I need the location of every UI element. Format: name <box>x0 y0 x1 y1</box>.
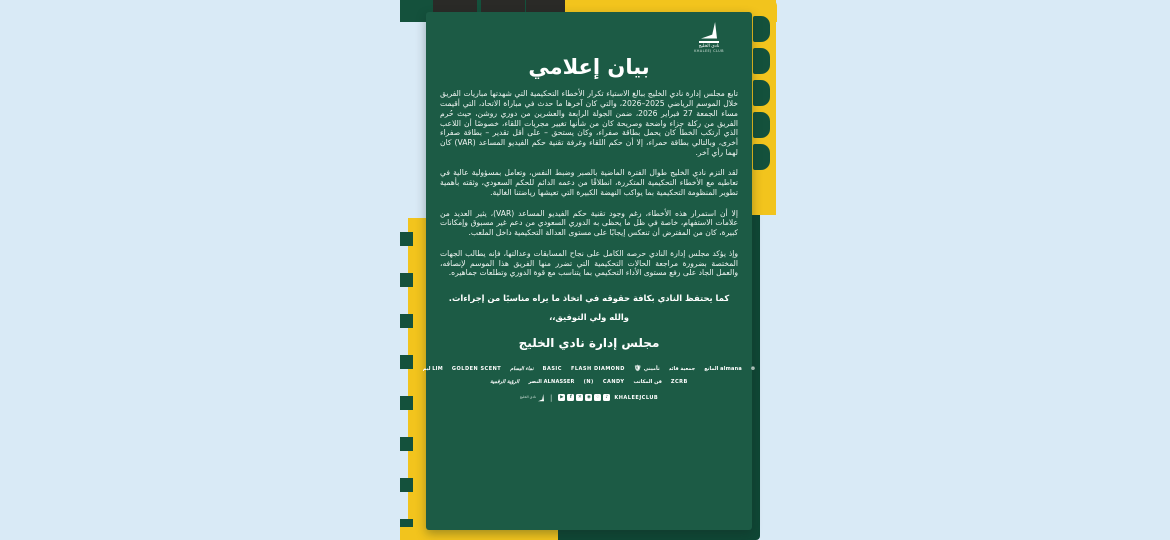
right-yellow-strip <box>751 0 776 215</box>
instagram-icon: ◉ <box>586 395 591 401</box>
signature-line: مجلس إدارة نادي الخليج <box>518 335 660 350</box>
rights-reserved-line: كما يحتفظ النادي بكافة حقوقه في اتخاذ ما يراه مناسبًا من إجراءات. <box>448 292 730 303</box>
rosette-emblem-icon: ❁ <box>750 365 756 372</box>
paragraph-2: لقد التزم نادي الخليج طوال الفترة الماضية بالصبر وضبط النفس، وتعامل بمسؤولية عالية في تعاطيه مع الأخطاء التحكيمية المتكررة، انطلاقًا من دعمه الدائم للحكم السعودي، وثقته بأهمية تطوير المنظومة التحكيمية بما يواكب النهضة الكبيرة التي تعيشها رياضتنا الغالية. <box>440 168 738 197</box>
footer-club-mark <box>520 394 544 402</box>
pattern-square <box>400 355 413 369</box>
sponsor-alnasser-logo: النصر ALNASSER <box>528 378 575 385</box>
social-handle: KHALEEJCLUB <box>614 394 659 401</box>
social-icons-row <box>558 394 610 401</box>
pattern-square <box>400 396 413 410</box>
left-yellow-strip <box>408 218 426 540</box>
sail-base-line <box>699 41 719 43</box>
sponsor-lim-logo: ليم LIM <box>422 365 443 372</box>
club-crest <box>688 22 730 53</box>
sponsors-row-2 <box>490 379 688 385</box>
pattern-bump <box>753 144 770 170</box>
sponsor-flash-diamond-logo: FLASH DIAMOND <box>570 365 625 372</box>
paragraph-1: تابع مجلس إدارة نادي الخليج ببالغ الاستياء تكرار الأخطاء التحكيمية التي شهدتها مباريات الفريق خلال الموسم الرياضي 2025–2026، والتي كان آخرها ما حدث في مباراة الاتحاد، التي أقيمت مساء الجمعة 27 فبراير 2026، ضمن الجولة الرابعة والعشرين من دوري روشن، حيث حُرم الفريق من ركلة جزاء واضحة وصريحة كان من شأنها تغيير مجريات اللقاء، خصوصًا أن اللاعب الذي ارتكب الخطأ كان يحمل بطاقة صفراء، وكان يستحق – على أقل تقدير – بطاقة صفراء أخرى، وبالتالي بطاقة حمراء، إلا أن حكم اللقاء وغرفة تقنية حكم الفيديو المساعد (VAR) كان لهما رأي آخر. <box>440 89 738 157</box>
sponsor-basic-logo: BASIC <box>542 365 562 372</box>
pattern-square <box>400 232 413 246</box>
youtube-icon: ▶ <box>560 395 564 401</box>
sail-icon <box>701 22 717 40</box>
pattern-bump <box>753 48 770 74</box>
paragraph-4: وإذ يؤكد مجلس إدارة النادي حرصه الكامل على نجاح المسابقات وعدالتها، فإنه يطالب الجهات المختصة بضرورة مراجعة الحالات التحكيمية التي تضرر منها الفريق هذا الموسم لإنصافه، والعمل الجاد على رفع مستوى الأداء التحكيمي بما يتناسب مع قوة الدوري وتطلعات جماهيره. <box>440 248 738 278</box>
sponsor-golden-scent-logo: GOLDEN SCENT <box>451 365 502 372</box>
statement-title: بيان إعلامي <box>528 55 650 80</box>
sponsor-fan-almakatib-logo: فن المكاتب <box>633 378 662 385</box>
tiktok-icon: ♪ <box>603 394 610 401</box>
pattern-bump <box>753 112 770 138</box>
pattern-bump <box>753 80 770 106</box>
pattern-square <box>400 478 413 492</box>
sponsors-block <box>422 364 756 385</box>
statement-card <box>422 12 756 530</box>
pattern-square <box>400 273 413 287</box>
paragraph-3: إلا أن استمرار هذه الأخطاء، رغم وجود تقنية حكم الفيديو المساعد (VAR)، يثير العديد من علامات الاستفهام، خاصة في ظل ما يحظى به الدوري السعودي من دعم غير مسبوق وإمكانات كبيرة، كان من المفترض أن تنعكس إيجابًا على مستوى العدالة التحكيمية داخل الملعب. <box>440 208 738 238</box>
footer-club-text: نادي الخليج <box>519 395 537 400</box>
pattern-square <box>400 314 413 328</box>
sail-icon <box>538 394 544 402</box>
sponsor-almana-logo: المانع almana <box>704 365 742 372</box>
x-icon: ✕ <box>577 395 582 401</box>
sponsor-qaed-logo: جمعية قائد <box>668 365 696 372</box>
closing-line: والله ولي التوفيق،، <box>549 311 629 322</box>
sponsors-row-1 <box>423 366 756 372</box>
sponsor-calligraphy-logo: نماء البسام <box>510 365 534 372</box>
club-name-english: KHALEEJ CLUB <box>694 49 724 54</box>
shield-icon: 🛡 <box>633 364 642 372</box>
statement-body <box>440 89 738 289</box>
sponsor-digital-vision-logo: الرؤية الرقمية <box>490 378 520 385</box>
snapchat-icon: ♢ <box>595 395 600 401</box>
sponsor-candy-logo: CANDY <box>602 378 625 385</box>
facebook-icon: f <box>567 394 574 401</box>
sponsor-zcrb-logo: ZCRB <box>670 378 688 385</box>
sponsor-tamini-logo: 🛡 تأميني <box>633 364 660 372</box>
card-footer <box>520 394 658 402</box>
club-name-arabic: نادي الخليج <box>698 43 720 49</box>
pattern-square <box>400 437 413 451</box>
sponsor-n-mark: (N) <box>583 378 594 385</box>
footer-divider: | <box>550 393 553 402</box>
pattern-bump <box>753 16 770 42</box>
